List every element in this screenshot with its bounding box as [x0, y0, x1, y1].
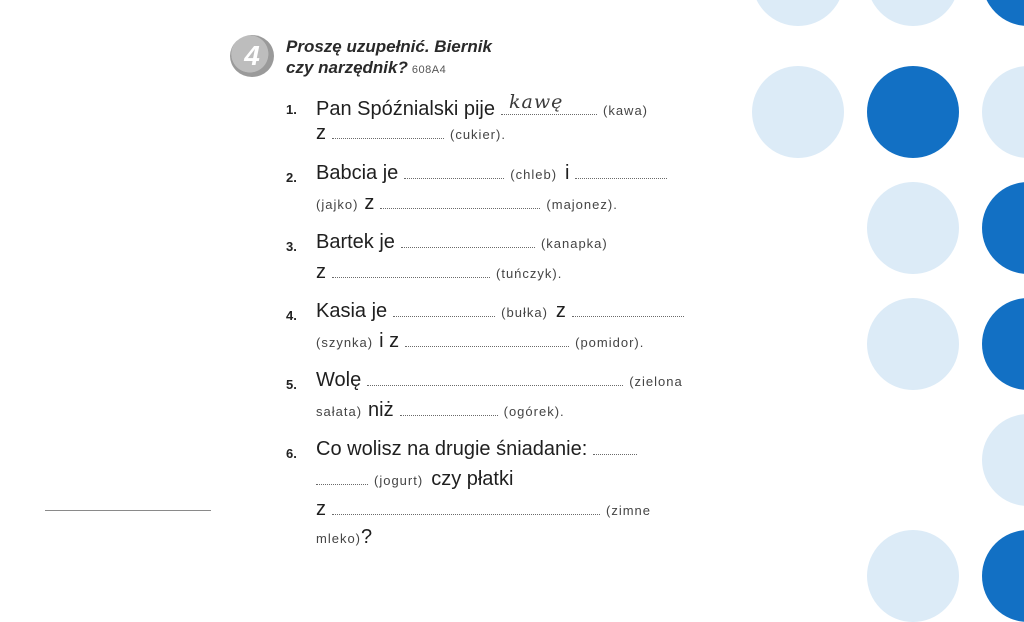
answer-field[interactable] [501, 91, 597, 115]
item-text: z [316, 122, 326, 144]
item-text: z [364, 192, 375, 214]
hint-text: (zielona [629, 374, 683, 389]
hint-text: mleko) [316, 531, 362, 546]
light-circle [867, 298, 959, 390]
hint-text: (ogórek). [503, 404, 565, 419]
item-text: z [555, 300, 566, 322]
item-text: i z [379, 330, 400, 352]
item-line [316, 261, 562, 287]
task-title-line2: czy narzędnik? [286, 58, 408, 77]
item-number: 6. [286, 446, 297, 461]
item-text: z [316, 498, 326, 520]
blank-field[interactable] [316, 468, 368, 485]
hint-text: (kanapka) [540, 236, 608, 251]
blank-field[interactable] [572, 300, 684, 317]
light-circle [867, 530, 959, 622]
light-circle [982, 414, 1024, 506]
divider-line [45, 510, 211, 511]
item-text: ? [361, 526, 373, 548]
hint-text: (tuńczyk). [496, 266, 563, 281]
blank-field[interactable] [593, 438, 637, 455]
light-circle [752, 0, 844, 26]
item-number: 2. [286, 170, 297, 185]
light-circle [867, 0, 959, 26]
item-line [316, 369, 683, 395]
item-text: i [565, 162, 570, 184]
hint-text: (jajko) [316, 197, 359, 212]
blank-field[interactable] [404, 162, 504, 179]
item-line [316, 526, 372, 552]
hint-text: (bułka) [501, 305, 548, 320]
item-line [316, 399, 565, 425]
item-line [316, 162, 673, 188]
light-circle [982, 66, 1024, 158]
task-number-badge: 4 [230, 35, 274, 77]
blank-field[interactable] [400, 399, 498, 416]
item-line [316, 91, 649, 120]
task-title-line2-wrap [286, 57, 616, 81]
item-line [316, 498, 651, 524]
hint-text: (majonez). [546, 197, 618, 212]
blue-circle [982, 0, 1024, 26]
blank-field[interactable] [332, 498, 600, 515]
hint-text: sałata) [316, 404, 363, 419]
blue-circle [982, 182, 1024, 274]
blank-field[interactable] [575, 162, 667, 179]
item-text: niż [368, 399, 394, 421]
hint-text: (jogurt) [374, 473, 424, 488]
item-line [316, 231, 608, 257]
task-title-line1: Proszę uzupełnić. Biernik [286, 37, 492, 56]
item-number: 4. [286, 308, 297, 323]
blue-circle [982, 530, 1024, 622]
item-number: 5. [286, 377, 297, 392]
item-text: Wolę [316, 369, 362, 391]
item-line [316, 438, 643, 464]
blank-field[interactable] [401, 231, 535, 248]
hint-text: (kawa) [603, 103, 649, 118]
item-line [316, 330, 644, 356]
blank-field[interactable] [332, 261, 490, 278]
blue-circle [982, 298, 1024, 390]
item-text: z [316, 261, 326, 283]
hint-text: (pomidor). [575, 335, 645, 350]
item-text: Kasia je [316, 300, 388, 322]
item-line [316, 468, 513, 494]
blank-field[interactable] [332, 122, 444, 139]
item-line [316, 300, 690, 326]
item-number: 1. [286, 102, 297, 117]
worksheet [228, 28, 748, 568]
item-text: Pan Spóźnialski pije [316, 98, 495, 120]
blue-circle [867, 66, 959, 158]
hint-text: (chleb) [510, 167, 558, 182]
task-code: 608A4 [411, 64, 447, 76]
blank-field[interactable] [393, 300, 495, 317]
light-circle [867, 182, 959, 274]
hint-text: (szynka) [316, 335, 374, 350]
handwritten-answer: kawę [509, 91, 564, 113]
item-line [316, 192, 618, 218]
light-circle [752, 66, 844, 158]
item-number: 3. [286, 239, 297, 254]
item-text: czy płatki [431, 468, 514, 490]
item-line [316, 122, 506, 148]
item-text: Co wolisz na drugie śniadanie: [316, 438, 588, 460]
blank-field[interactable] [380, 192, 540, 209]
item-text: Bartek je [316, 231, 395, 253]
task-title [286, 36, 616, 81]
item-text: Babcia je [316, 162, 399, 184]
hint-text: (zimne [606, 503, 652, 518]
blank-field[interactable] [405, 330, 569, 347]
hint-text: (cukier). [450, 127, 506, 142]
blank-field[interactable] [367, 369, 623, 386]
